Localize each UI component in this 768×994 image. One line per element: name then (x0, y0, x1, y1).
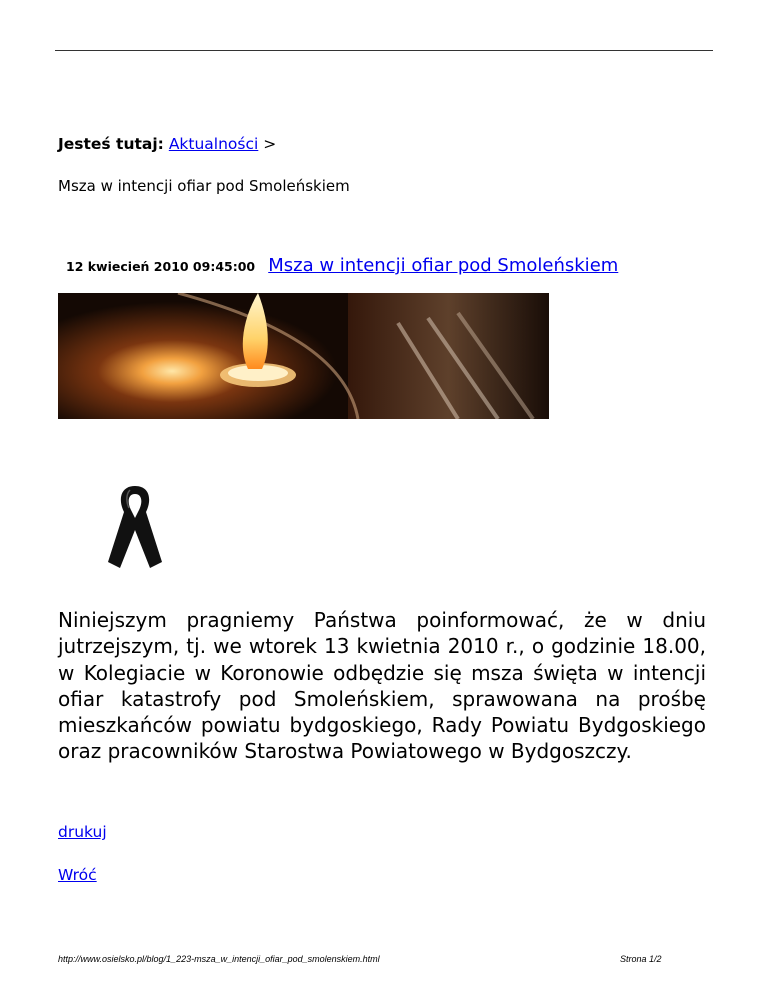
article-body: Niniejszym pragniemy Państwa poinformować, że w dniu jutrzejszym, tj. we wtorek 13 kwietnia 2010 r., o godzinie 18.00, w Kolegiacie w Koronowie odbędzie się msza święta w intencji ofiar katastrofy pod Smoleńskiem, sprawowana na prośbę mieszkańców powiatu bydgoskiego, Rady Powiatu Bydgoskiego oraz pracowników Starostwa Powiatowego w Bydgoszczy. (58, 608, 706, 764)
breadcrumb-link-aktualnosci[interactable]: Aktualności (168, 135, 259, 153)
back-link[interactable]: Wróć (58, 866, 97, 884)
breadcrumb-prefix: Jesteś tutaj: (58, 135, 164, 153)
post-date: 12 kwiecień 2010 09:45:00 (66, 259, 256, 274)
page-title: Msza w intencji ofiar pod Smoleńskiem (58, 177, 350, 195)
footer-page-number: Strona 1/2 (620, 954, 662, 964)
breadcrumb-separator: > (263, 135, 277, 153)
candle-image (58, 293, 549, 419)
top-divider (55, 50, 713, 51)
post-title-link[interactable]: Msza w intencji ofiar pod Smoleńskiem (268, 255, 619, 276)
mourning-ribbon-icon (106, 484, 164, 570)
print-link[interactable]: drukuj (58, 823, 107, 841)
footer-url: http://www.osielsko.pl/blog/1_223-msza_w_intencji_ofiar_pod_smolenskiem.html (58, 954, 380, 964)
breadcrumb (58, 134, 276, 154)
post-header (66, 255, 618, 276)
